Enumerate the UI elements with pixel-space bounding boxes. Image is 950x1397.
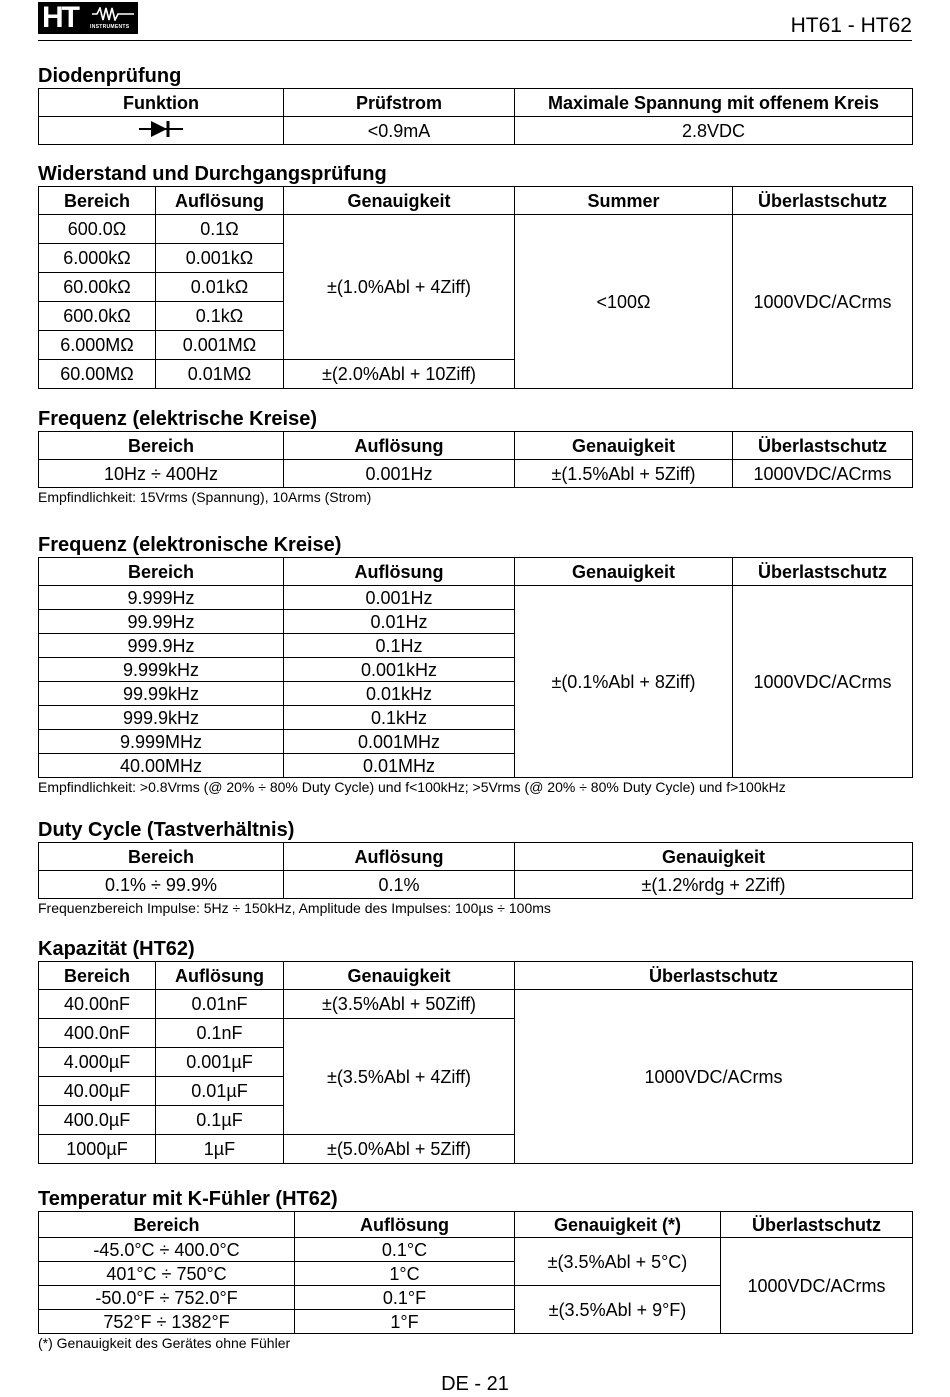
resolution-cell: 0.01MΩ <box>156 360 284 389</box>
header-cell: Funktion <box>39 89 284 117</box>
table-row <box>39 871 913 899</box>
duty-cycle-section <box>38 818 913 917</box>
header-cell: Genauigkeit <box>284 962 515 990</box>
header-cell: Auflösung <box>284 843 515 871</box>
resolution-cell: 0.001MΩ <box>156 331 284 360</box>
header-cell: Bereich <box>39 843 284 871</box>
accuracy-cell: ±(1.2%rdg + 2Ziff) <box>515 871 913 899</box>
section-title: Widerstand und Durchgangsprüfung <box>38 163 387 185</box>
page-number: DE - 21 <box>441 1373 509 1395</box>
section-title: Kapazität (HT62) <box>38 938 195 960</box>
range-cell: 99.99Hz <box>39 610 284 634</box>
table-header-row <box>39 1212 913 1238</box>
section-title: Frequenz (elektrische Kreise) <box>38 408 317 430</box>
range-cell: 600.0Ω <box>39 215 156 244</box>
header-cell: Bereich <box>39 962 156 990</box>
header-cell: Bereich <box>39 1212 295 1238</box>
range-cell: 4.000µF <box>39 1048 156 1077</box>
header-cell: Genauigkeit <box>284 187 515 215</box>
range-cell: 999.9Hz <box>39 634 284 658</box>
resolution-cell: 0.1Hz <box>284 634 515 658</box>
range-cell: -45.0°C ÷ 400.0°C <box>39 1238 295 1262</box>
accuracy-note: (*) Genauigkeit des Gerätes ohne Fühler <box>38 1335 291 1351</box>
range-cell: -50.0°F ÷ 752.0°F <box>39 1286 295 1310</box>
header-divider <box>38 40 912 41</box>
header-cell: Überlastschutz <box>733 187 913 215</box>
freq-electronic-table <box>38 557 913 778</box>
resolution-cell: 0.01nF <box>156 990 284 1019</box>
buzzer-cell: <100Ω <box>515 215 733 389</box>
protection-cell: 1000VDC/ACrms <box>733 586 913 778</box>
resolution-cell: 0.01kΩ <box>156 273 284 302</box>
resolution-cell: 0.001Hz <box>284 586 515 610</box>
model-title: HT61 - HT62 <box>790 14 912 37</box>
resolution-cell: 0.1kHz <box>284 706 515 730</box>
range-cell: 40.00nF <box>39 990 156 1019</box>
range-cell: 401°C ÷ 750°C <box>39 1262 295 1286</box>
range-cell: 600.0kΩ <box>39 302 156 331</box>
resolution-cell: 0.001Hz <box>284 460 515 488</box>
header-cell: Genauigkeit <box>515 843 913 871</box>
table-header-row <box>39 558 913 586</box>
header-cell: Überlastschutz <box>515 962 913 990</box>
temperature-section <box>38 1187 913 1352</box>
range-cell: 10Hz ÷ 400Hz <box>39 460 284 488</box>
voltage-cell: 2.8VDC <box>515 117 913 145</box>
header-cell: Bereich <box>39 187 156 215</box>
freq-electronic-section <box>38 533 913 796</box>
header-cell: Summer <box>515 187 733 215</box>
protection-cell: 1000VDC/ACrms <box>733 460 913 488</box>
accuracy-cell: ±(3.5%Abl + 9°F) <box>515 1286 721 1334</box>
resolution-cell: 0.01µF <box>156 1077 284 1106</box>
resolution-cell: 0.1Ω <box>156 215 284 244</box>
diode-symbol-cell <box>39 117 284 145</box>
table-header-row <box>39 187 913 215</box>
resolution-cell: 0.1kΩ <box>156 302 284 331</box>
header-cell: Auflösung <box>156 187 284 215</box>
section-title: Temperatur mit K-Fühler (HT62) <box>38 1188 338 1210</box>
temperature-table <box>38 1211 913 1334</box>
header-cell: Maximale Spannung mit offenem Kreis <box>515 89 913 117</box>
resistance-table <box>38 186 913 389</box>
accuracy-cell: ±(5.0%Abl + 5Ziff) <box>284 1135 515 1164</box>
protection-cell: 1000VDC/ACrms <box>721 1238 913 1334</box>
diode-section <box>38 64 913 145</box>
table-row <box>39 215 913 244</box>
table-row <box>39 586 913 610</box>
range-cell: 0.1% ÷ 99.9% <box>39 871 284 899</box>
accuracy-cell: ±(3.5%Abl + 4Ziff) <box>284 1019 515 1135</box>
table-header-row <box>39 843 913 871</box>
resolution-cell: 0.001MHz <box>284 730 515 754</box>
freq-electric-table <box>38 431 913 488</box>
table-row <box>39 1238 913 1262</box>
diode-icon <box>139 120 183 138</box>
range-cell: 40.00MHz <box>39 754 284 778</box>
resolution-cell: 0.1°F <box>295 1286 515 1310</box>
range-cell: 752°F ÷ 1382°F <box>39 1310 295 1334</box>
accuracy-cell: ±(1.5%Abl + 5Ziff) <box>515 460 733 488</box>
header-cell: Auflösung <box>284 432 515 460</box>
header-cell: Genauigkeit <box>515 432 733 460</box>
range-cell: 999.9kHz <box>39 706 284 730</box>
freq-electric-section <box>38 407 913 506</box>
resolution-cell: 0.1°C <box>295 1238 515 1262</box>
accuracy-cell: ±(1.0%Abl + 4Ziff) <box>284 215 515 360</box>
resolution-cell: 0.1% <box>284 871 515 899</box>
resolution-cell: 0.01Hz <box>284 610 515 634</box>
accuracy-cell: ±(0.1%Abl + 8Ziff) <box>515 586 733 778</box>
brand-name: HT <box>42 1 78 34</box>
table-header-row <box>39 962 913 990</box>
current-cell: <0.9mA <box>284 117 515 145</box>
range-cell: 6.000kΩ <box>39 244 156 273</box>
resolution-cell: 0.01MHz <box>284 754 515 778</box>
accuracy-cell: ±(3.5%Abl + 5°C) <box>515 1238 721 1286</box>
duty-cycle-table <box>38 842 913 899</box>
table-header-row <box>39 432 913 460</box>
header-cell: Auflösung <box>156 962 284 990</box>
accuracy-cell: ±(2.0%Abl + 10Ziff) <box>284 360 515 389</box>
header-cell: Prüfstrom <box>284 89 515 117</box>
range-cell: 9.999kHz <box>39 658 284 682</box>
resolution-cell: 0.001µF <box>156 1048 284 1077</box>
protection-cell: 1000VDC/ACrms <box>733 215 913 389</box>
range-cell: 60.00MΩ <box>39 360 156 389</box>
range-cell: 40.00µF <box>39 1077 156 1106</box>
table-row <box>39 990 913 1019</box>
range-cell: 9.999MHz <box>39 730 284 754</box>
resolution-cell: 0.001kΩ <box>156 244 284 273</box>
header-cell: Bereich <box>39 558 284 586</box>
range-cell: 400.0nF <box>39 1019 156 1048</box>
capacitance-table <box>38 961 913 1164</box>
table-row <box>39 460 913 488</box>
resolution-cell: 1°F <box>295 1310 515 1334</box>
frequency-range-note: Frequenzbereich Impulse: 5Hz ÷ 150kHz, Amplitude des Impulses: 100µs ÷ 100ms <box>38 900 551 916</box>
range-cell: 9.999Hz <box>39 586 284 610</box>
range-cell: 99.99kHz <box>39 682 284 706</box>
header-cell: Auflösung <box>284 558 515 586</box>
range-cell: 6.000MΩ <box>39 331 156 360</box>
section-title: Frequenz (elektronische Kreise) <box>38 534 342 556</box>
section-title: Duty Cycle (Tastverhältnis) <box>38 819 295 841</box>
sensitivity-note: Empfindlichkeit: >0.8Vrms (@ 20% ÷ 80% Duty Cycle) und f<100kHz; >5Vrms (@ 20% ÷ 80% Duty Cycle) und f>100kHz <box>38 779 786 795</box>
header-cell: Genauigkeit (*) <box>515 1212 721 1238</box>
header-cell: Überlastschutz <box>721 1212 913 1238</box>
resolution-cell: 1µF <box>156 1135 284 1164</box>
resolution-cell: 0.01kHz <box>284 682 515 706</box>
header-cell: Überlastschutz <box>733 558 913 586</box>
section-title: Diodenprüfung <box>38 65 182 87</box>
range-cell: 60.00kΩ <box>39 273 156 302</box>
resolution-cell: 1°C <box>295 1262 515 1286</box>
header-cell: Genauigkeit <box>515 558 733 586</box>
header-cell: Bereich <box>39 432 284 460</box>
sensitivity-note: Empfindlichkeit: 15Vrms (Spannung), 10Arms (Strom) <box>38 489 372 505</box>
resolution-cell: 0.001kHz <box>284 658 515 682</box>
range-cell: 400.0µF <box>39 1106 156 1135</box>
waveform-icon <box>92 7 134 21</box>
diode-table <box>38 88 913 145</box>
protection-cell: 1000VDC/ACrms <box>515 990 913 1164</box>
resistance-section <box>38 162 913 389</box>
brand-subtitle: INSTRUMENTS <box>90 24 130 30</box>
resolution-cell: 0.1µF <box>156 1106 284 1135</box>
resolution-cell: 0.1nF <box>156 1019 284 1048</box>
capacitance-section <box>38 937 913 1164</box>
table-header-row <box>39 89 913 117</box>
accuracy-cell: ±(3.5%Abl + 50Ziff) <box>284 990 515 1019</box>
range-cell: 1000µF <box>39 1135 156 1164</box>
brand-logo <box>38 2 138 34</box>
table-row <box>39 117 913 145</box>
header-cell: Auflösung <box>295 1212 515 1238</box>
header-cell: Überlastschutz <box>733 432 913 460</box>
